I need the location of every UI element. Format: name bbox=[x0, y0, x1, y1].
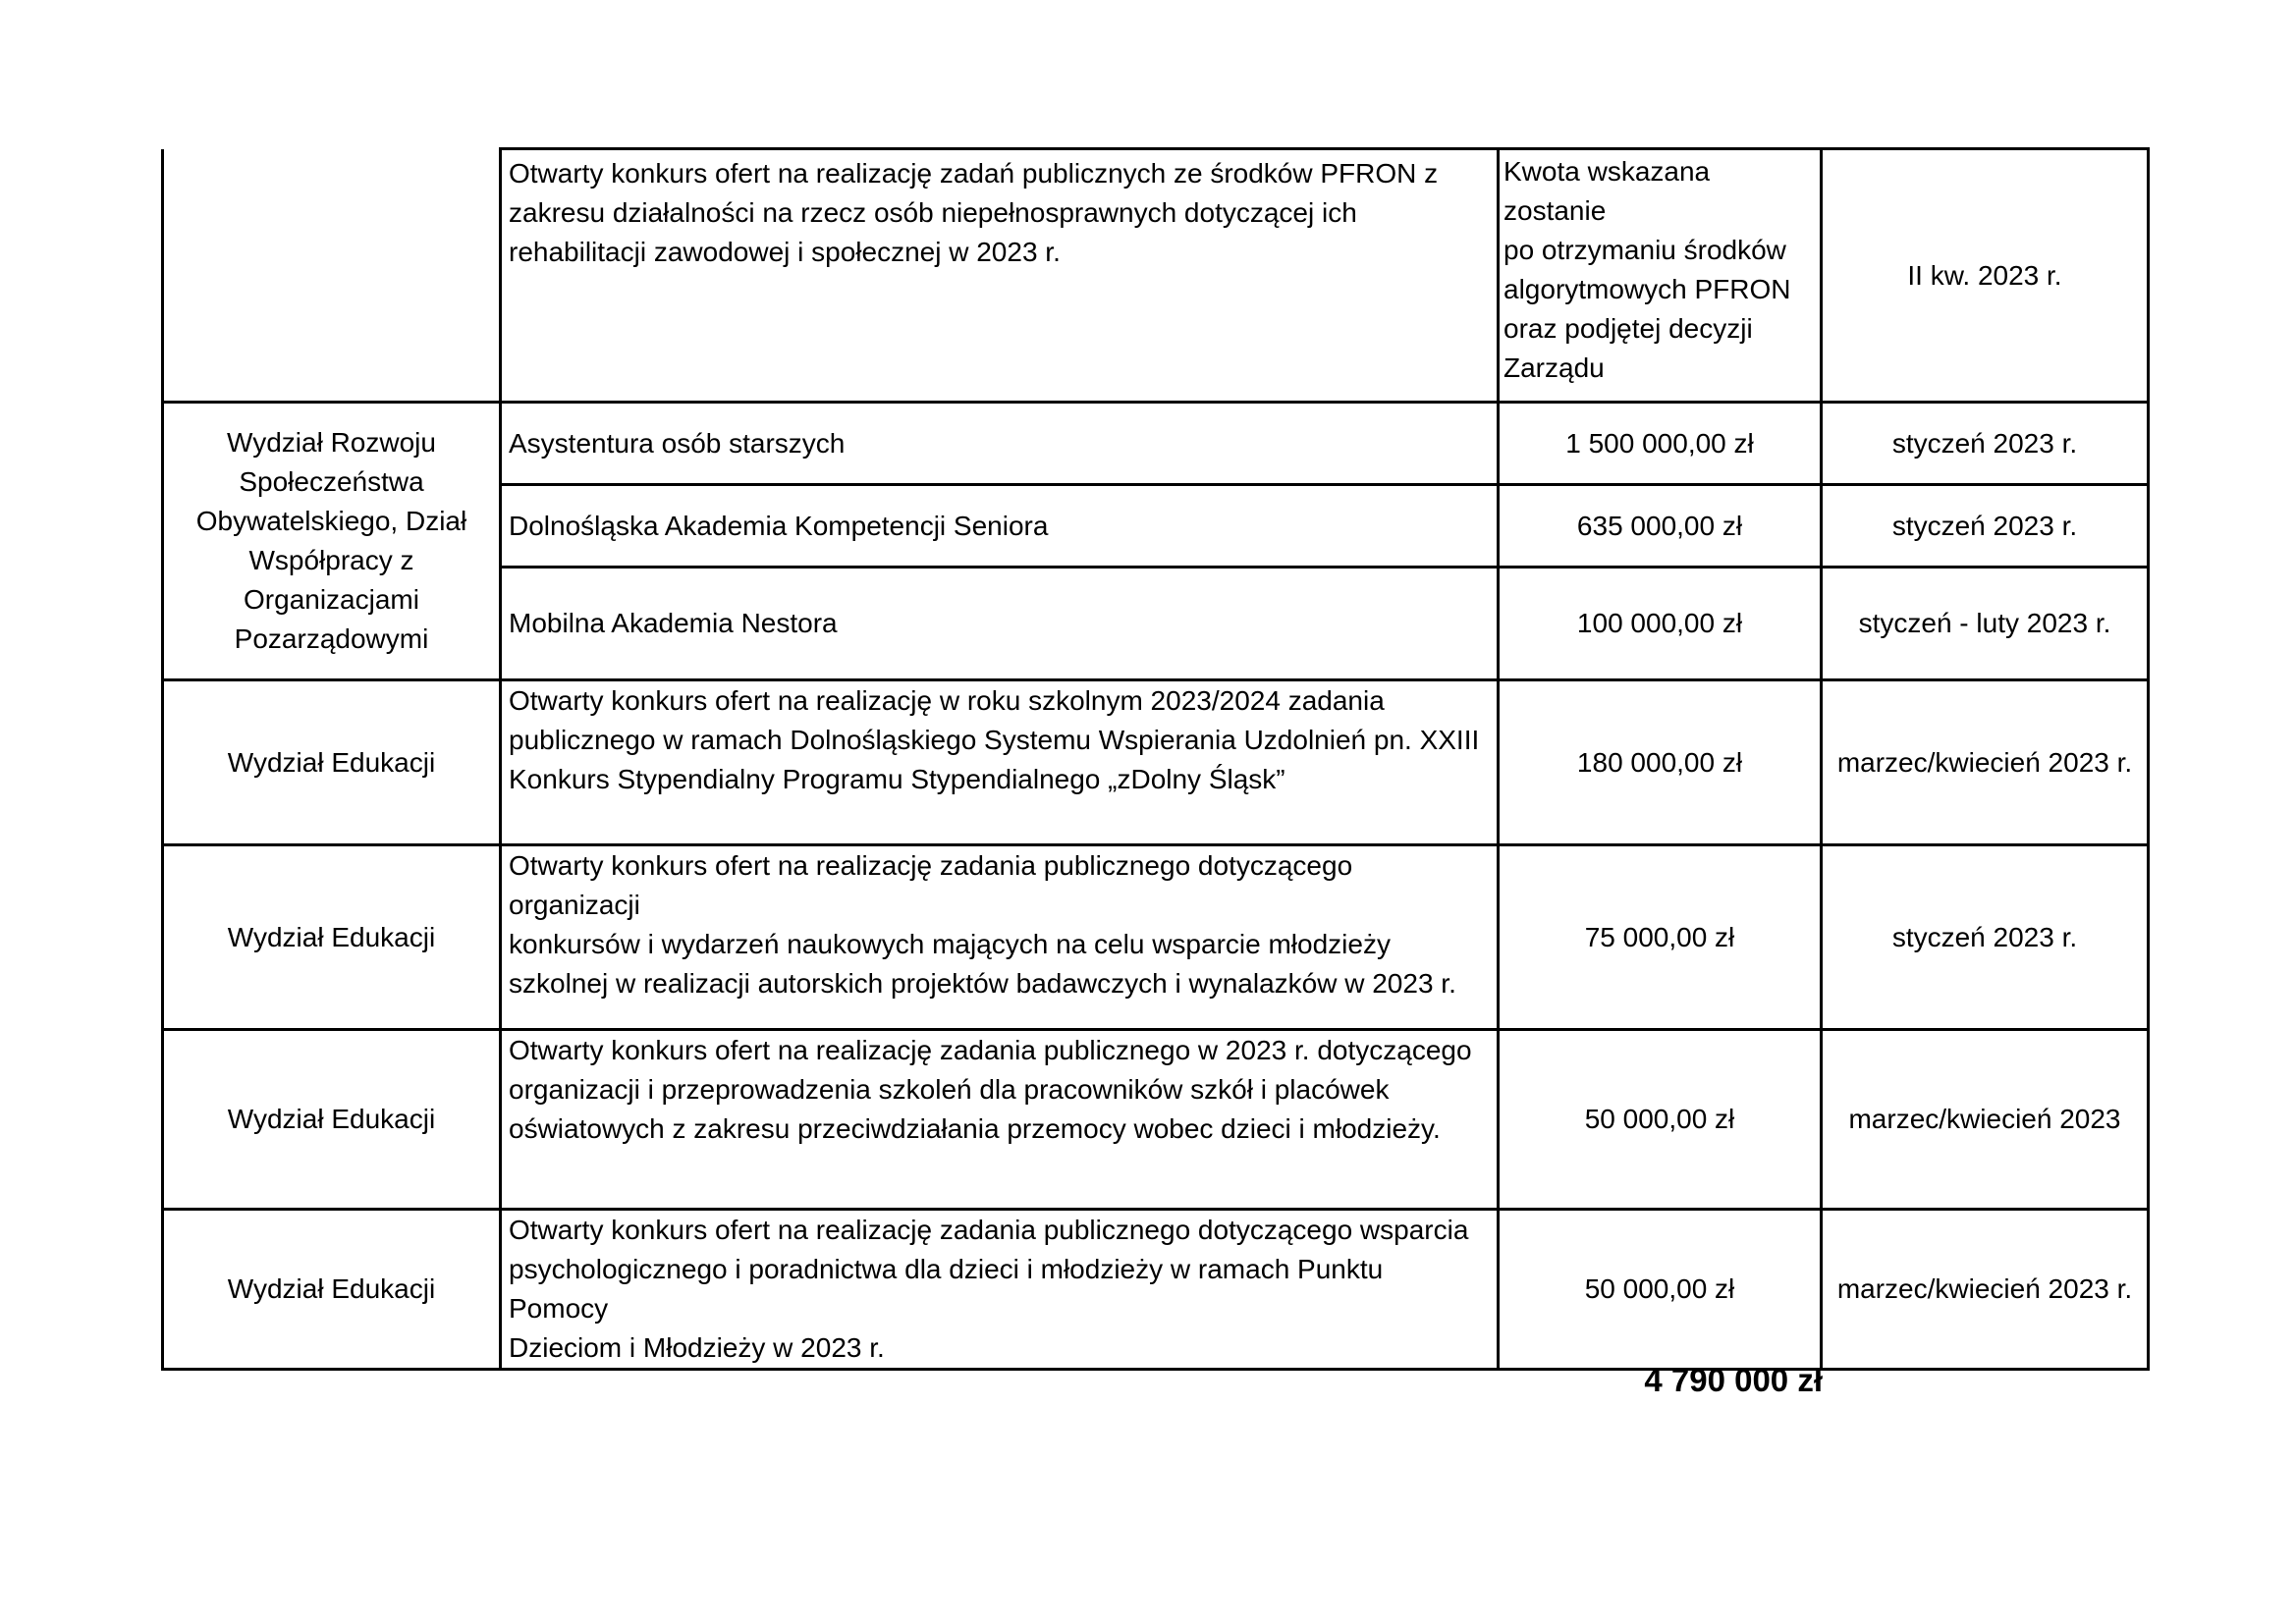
task-line: organizacji i przeprowadzenia szkoleń dla pracowników szkół i placówek bbox=[509, 1074, 1390, 1105]
department-cell: Wydział Edukacji bbox=[163, 1210, 501, 1370]
amount-cell: 100 000,00 zł bbox=[1499, 568, 1822, 680]
task-line: Konkurs Stypendialny Programu Stypendialnego „zDolny Śląsk” bbox=[509, 764, 1285, 794]
department-line: Obywatelskiego, Dział bbox=[195, 506, 467, 536]
amount-cell: 180 000,00 zł bbox=[1499, 680, 1822, 845]
amount-cell: 1 500 000,00 zł bbox=[1499, 403, 1822, 485]
task-cell bbox=[501, 1210, 1499, 1370]
task-cell bbox=[501, 845, 1499, 1030]
date-cell: styczeń - luty 2023 r. bbox=[1822, 568, 2149, 680]
amount-line: Zarządu bbox=[1503, 352, 1605, 383]
task-line: Otwarty konkurs ofert na realizację zadań publicznych ze środków PFRON z bbox=[509, 158, 1439, 189]
date-cell: styczeń 2023 r. bbox=[1822, 485, 2149, 568]
task-line: zakresu działalności na rzecz osób niepełnosprawnych dotyczącej ich bbox=[509, 197, 1357, 228]
table-row bbox=[163, 680, 2149, 845]
amount-line: algorytmowych PFRON bbox=[1503, 274, 1791, 304]
grant-competitions-table bbox=[161, 147, 2150, 1371]
date-cell: marzec/kwiecień 2023 r. bbox=[1822, 680, 2149, 845]
department-line: Współpracy z bbox=[248, 545, 414, 575]
amount-line: oraz podjętej decyzji bbox=[1503, 313, 1753, 344]
amount-cell: 635 000,00 zł bbox=[1499, 485, 1822, 568]
date-cell: marzec/kwiecień 2023 bbox=[1822, 1030, 2149, 1210]
amount-line: po otrzymaniu środków bbox=[1503, 235, 1786, 265]
department-line: Pozarządowymi bbox=[234, 623, 429, 654]
department-line: Społeczeństwa bbox=[239, 466, 424, 497]
task-line: Otwarty konkurs ofert na realizację zadania publicznego dotyczącego organizacji bbox=[509, 850, 1353, 920]
table-row bbox=[163, 1210, 2149, 1370]
date-cell: styczeń 2023 r. bbox=[1822, 403, 2149, 485]
task-cell: Asystentura osób starszych bbox=[501, 403, 1499, 485]
task-line: Dzieciom i Młodzieży w 2023 r. bbox=[509, 1332, 885, 1363]
task-line: Otwarty konkurs ofert na realizację zadania publicznego w 2023 r. dotyczącego bbox=[509, 1035, 1472, 1065]
amount-cell: 75 000,00 zł bbox=[1499, 845, 1822, 1030]
department-cell bbox=[163, 403, 501, 680]
table-row bbox=[163, 1030, 2149, 1210]
task-line: publicznego w ramach Dolnośląskiego Systemu Wspierania Uzdolnień pn. XXIII bbox=[509, 725, 1480, 755]
task-cell bbox=[501, 149, 1499, 403]
task-cell bbox=[501, 680, 1499, 845]
department-line: Wydział Rozwoju bbox=[227, 427, 436, 458]
table-row bbox=[163, 403, 2149, 485]
date-cell: II kw. 2023 r. bbox=[1822, 149, 2149, 403]
task-line: konkursów i wydarzeń naukowych mających na celu wsparcie młodzieży bbox=[509, 929, 1391, 959]
date-cell: styczeń 2023 r. bbox=[1822, 845, 2149, 1030]
task-line: szkolnej w realizacji autorskich projektów badawczych i wynalazków w 2023 r. bbox=[509, 968, 1456, 999]
amount-cell: 50 000,00 zł bbox=[1499, 1030, 1822, 1210]
task-line: Otwarty konkurs ofert na realizację zadania publicznego dotyczącego wsparcia bbox=[509, 1215, 1469, 1245]
task-line: Otwarty konkurs ofert na realizację w roku szkolnym 2023/2024 zadania bbox=[509, 685, 1385, 716]
task-cell bbox=[501, 1030, 1499, 1210]
table-row bbox=[163, 149, 2149, 403]
task-cell: Mobilna Akademia Nestora bbox=[501, 568, 1499, 680]
amount-cell: 50 000,00 zł bbox=[1499, 1210, 1822, 1370]
amount-line: Kwota wskazana zostanie bbox=[1503, 156, 1711, 226]
department-line: Organizacjami bbox=[244, 584, 419, 615]
task-line: rehabilitacji zawodowej i społecznej w 2023 r. bbox=[509, 237, 1061, 267]
department-cell: Wydział Edukacji bbox=[163, 680, 501, 845]
department-cell bbox=[163, 149, 501, 403]
department-cell: Wydział Edukacji bbox=[163, 845, 501, 1030]
grand-total: 4 790 000 zł bbox=[1644, 1362, 1823, 1398]
task-cell: Dolnośląska Akademia Kompetencji Seniora bbox=[501, 485, 1499, 568]
department-cell: Wydział Edukacji bbox=[163, 1030, 501, 1210]
task-line: psychologicznego i poradnictwa dla dzieci i młodzieży w ramach Punktu Pomocy bbox=[509, 1254, 1384, 1324]
task-line: oświatowych z zakresu przeciwdziałania przemocy wobec dzieci i młodzieży. bbox=[509, 1113, 1441, 1144]
date-cell: marzec/kwiecień 2023 r. bbox=[1822, 1210, 2149, 1370]
table-row bbox=[163, 845, 2149, 1030]
amount-cell bbox=[1499, 149, 1822, 403]
